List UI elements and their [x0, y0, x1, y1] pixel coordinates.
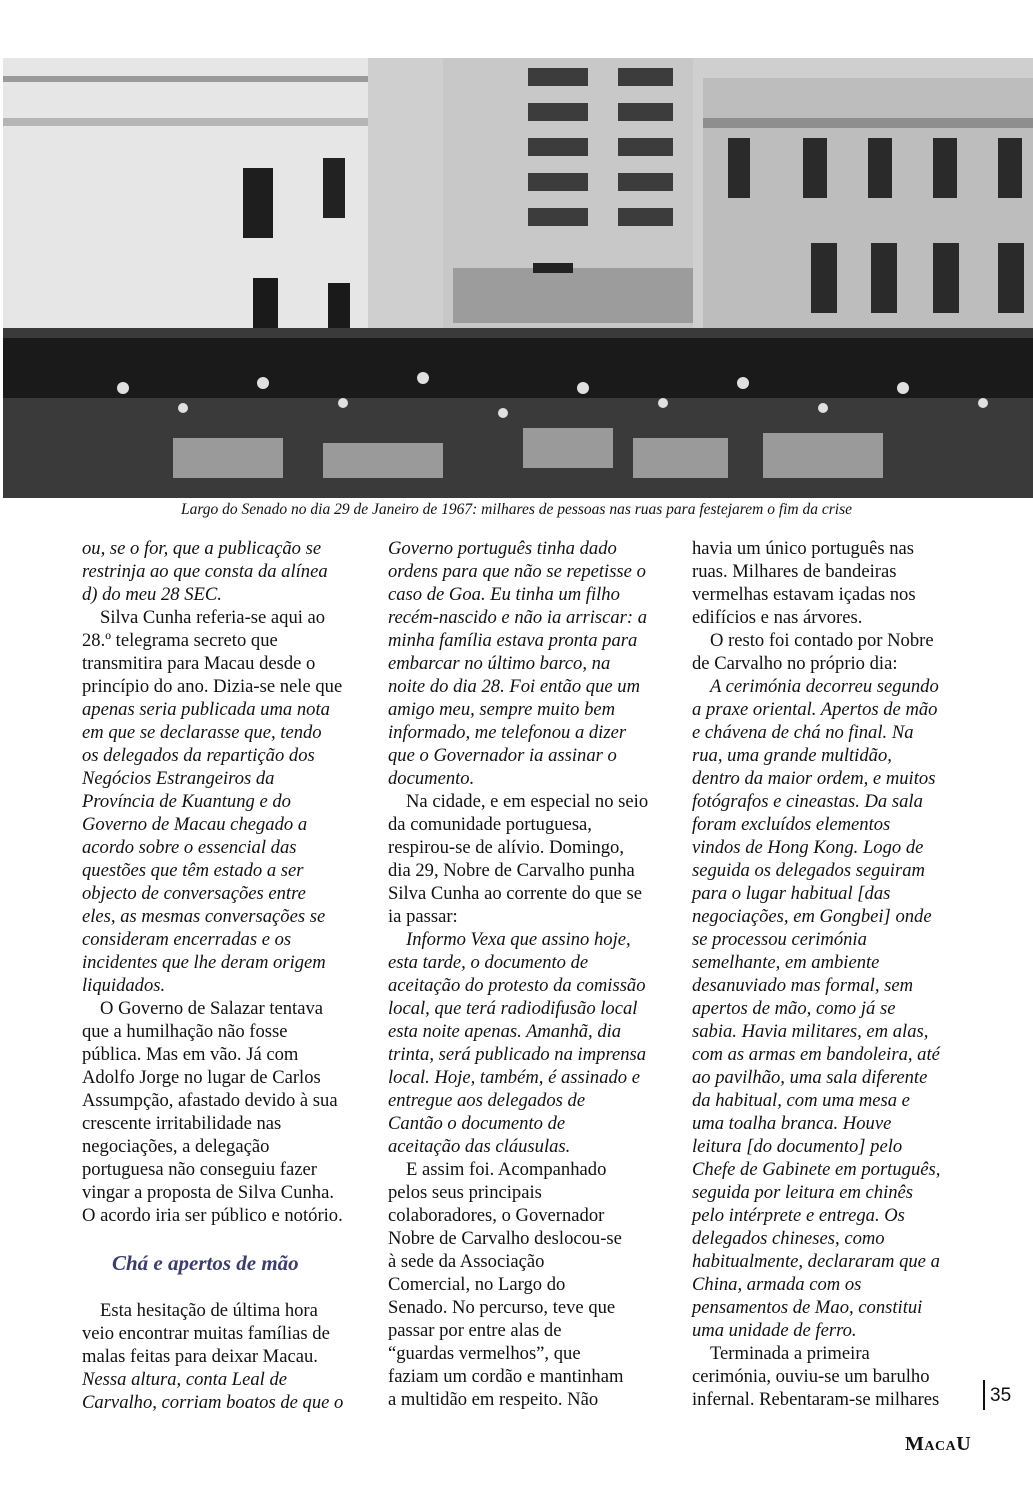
text-line: d) do meu 28 SEC. [82, 584, 222, 605]
text-line: Província de Kuantung e do [82, 791, 291, 812]
text-line: Comercial, no Largo do [388, 1274, 566, 1295]
text-line: Senado. No percurso, teve que [388, 1297, 616, 1318]
text-line: para o lugar habitual [das [692, 883, 891, 904]
text-line: aceitação das cláusulas. [388, 1136, 571, 1157]
text-line: passar por entre alas de [388, 1320, 562, 1341]
text-line: Adolfo Jorge no lugar de Carlos [82, 1067, 321, 1088]
page-number-rule [983, 1380, 985, 1410]
text-line: havia um único português nas [692, 538, 915, 559]
text-line: à sede da Associação [388, 1251, 545, 1272]
text-line: que a humilhação não fosse [82, 1021, 288, 1042]
text-line: Governo português tinha dado [388, 538, 617, 559]
text-line: infernal. Rebentaram-se milhares [692, 1389, 940, 1410]
text-line: pública. Mas em vão. Já com [82, 1044, 299, 1065]
text-line: de Carvalho no próprio dia: [692, 653, 898, 674]
text-line: rua, uma grande multidão, [692, 745, 892, 766]
text-line: informado, me telefonou a dizer [388, 722, 627, 743]
text-line: Negócios Estrangeiros da [82, 768, 275, 789]
text-line: acordo sobre o essencial das [82, 837, 297, 858]
text-line: E assim foi. Acompanhado [406, 1159, 607, 1180]
text-line: em que se declarasse que, tendo [82, 722, 322, 743]
text-line: que o Governador ia assinar o [388, 745, 617, 766]
text-line: Na cidade, e em especial no seio [406, 791, 649, 812]
text-line: Cantão o documento de [388, 1113, 566, 1134]
magazine-logo: MacaU [905, 1433, 972, 1455]
text-line: pelo intérprete e entrega. Os [692, 1205, 905, 1226]
text-line: malas feitas para deixar Macau. [82, 1346, 318, 1367]
text-line: 28.º telegrama secreto que [82, 630, 278, 651]
text-line: fotógrafos e cineastas. Da sala [692, 791, 923, 812]
text-line: objecto de conversações entre [82, 883, 306, 904]
text-line: Informo Vexa que assino hoje, [406, 929, 631, 950]
text-line: a multidão em respeito. Não [388, 1389, 599, 1410]
text-line: Chefe de Gabinete em português, [692, 1159, 941, 1180]
text-line: ao pavilhão, uma sala diferente [692, 1067, 928, 1088]
section-heading: Chá e apertos de mão [112, 1251, 299, 1275]
text-column-2 [388, 537, 674, 1411]
text-line: veio encontrar muitas famílias de [82, 1323, 330, 1344]
text-line: ia passar: [388, 906, 458, 927]
street-crowd-photo [3, 58, 1033, 498]
text-line: eles, as mesmas conversações se [82, 906, 326, 927]
text-line: documento. [388, 768, 475, 789]
text-line: os delegados da repartição dos [82, 745, 315, 766]
text-line: respirou-se de alívio. Domingo, [388, 837, 624, 858]
text-line: recém-nascido e não ia arriscar: a [388, 607, 648, 628]
text-line: minha família estava pronta para [388, 630, 638, 651]
text-line: pensamentos de Mao, constitui [692, 1297, 923, 1318]
text-line: semelhante, em ambiente [692, 952, 880, 973]
text-line: Silva Cunha ao corrente do que se [388, 883, 643, 904]
text-line: uma toalha branca. Houve [692, 1113, 892, 1134]
text-line: vindos de Hong Kong. Logo de [692, 837, 924, 858]
text-line: apertos de mão, como já se [692, 998, 896, 1019]
text-column-1 [82, 537, 368, 1414]
text-line: Governo de Macau chegado a [82, 814, 308, 835]
text-line: crescente irritabilidade nas [82, 1113, 282, 1134]
text-line: negociações, em Gongbei] onde [692, 906, 932, 927]
text-line: vingar a proposta de Silva Cunha. [82, 1182, 334, 1203]
text-line: seguida os delegados seguiram [692, 860, 925, 881]
text-line: dia 29, Nobre de Carvalho punha [388, 860, 635, 881]
text-line: O resto foi contado por Nobre [710, 630, 934, 651]
text-line: embarcar no último barco, na [388, 653, 611, 674]
text-line: ruas. Milhares de bandeiras [692, 561, 897, 582]
text-line: apenas seria publicada uma nota [82, 699, 330, 720]
text-line: entregue aos delegados de [388, 1090, 586, 1111]
text-line: Nessa altura, conta Leal de [82, 1369, 288, 1390]
text-line: A cerimónia decorreu segundo [710, 676, 939, 697]
text-line: e chávena de chá no final. Na [692, 722, 914, 743]
text-line: O Governo de Salazar tentava [100, 998, 324, 1019]
text-line: desanuviado mas formal, sem [692, 975, 914, 996]
text-line: colaboradores, o Governador [388, 1205, 605, 1226]
text-line: incidentes que lhe deram origem [82, 952, 326, 973]
text-line: liquidados. [82, 975, 166, 996]
text-line: dentro da maior ordem, e muitos [692, 768, 936, 789]
text-line: uma unidade de ferro. [692, 1320, 857, 1341]
text-line: leitura [do documento] pelo [692, 1136, 903, 1157]
text-line: esta tarde, o documento de [388, 952, 589, 973]
text-line: restrinja ao que consta da alínea [82, 561, 328, 582]
text-line: ou, se o for, que a publicação se [82, 538, 322, 559]
text-line: local. Hoje, também, é assinado e [388, 1067, 641, 1088]
text-line: questões que têm estado a ser [82, 860, 304, 881]
text-line: portuguesa não conseguiu fazer [82, 1159, 317, 1180]
photo-caption: Largo do Senado no dia 29 de Janeiro de 1967: milhares de pessoas nas ruas para festejarem o fim da crise [180, 501, 853, 518]
text-line: habitualmente, declararam que a [692, 1251, 940, 1272]
text-line: se processou cerimónia [692, 929, 867, 950]
text-line: Carvalho, corriam boatos de que o [82, 1392, 344, 1413]
text-line: seguida por leitura em chinês [692, 1182, 914, 1203]
text-line: esta noite apenas. Amanhã, dia [388, 1021, 622, 1042]
text-line: da habitual, com uma mesa e [692, 1090, 910, 1111]
text-line: Assumpção, afastado devido à sua [82, 1090, 338, 1111]
text-line: foram excluídos elementos [692, 814, 891, 835]
text-line: Esta hesitação de última hora [100, 1300, 318, 1321]
text-column-3 [692, 537, 978, 1411]
text-line: “guardas vermelhos”, que [388, 1343, 581, 1364]
text-line: sabia. Havia militares, em alas, [692, 1021, 929, 1042]
text-line: princípio do ano. Dizia-se nele que [82, 676, 343, 697]
text-line: vermelhas estavam içadas nos [692, 584, 916, 605]
text-line: delegados chineses, como [692, 1228, 885, 1249]
text-line: amigo meu, sempre muito bem [388, 699, 616, 720]
text-line: trinta, será publicado na imprensa [388, 1044, 647, 1065]
text-line: Nobre de Carvalho deslocou-se [388, 1228, 622, 1249]
text-line: cerimónia, ouviu-se um barulho [692, 1366, 930, 1387]
text-line: local, que terá radiodifusão local [388, 998, 638, 1019]
text-line: negociações, a delegação [82, 1136, 270, 1157]
page-number: 35 [990, 1385, 1012, 1406]
text-line: Silva Cunha referia-se aqui ao [100, 607, 326, 628]
text-line: transmitira para Macau desde o [82, 653, 316, 674]
text-line: caso de Goa. Eu tinha um filho [388, 584, 620, 605]
text-line: com as armas em bandoleira, até [692, 1044, 940, 1065]
text-line: pelos seus principais [388, 1182, 542, 1203]
text-line: noite do dia 28. Foi então que um [388, 676, 641, 697]
text-line: China, armada com os [692, 1274, 862, 1295]
text-line: a praxe oriental. Apertos de mão [692, 699, 938, 720]
text-line: edifícios e nas árvores. [692, 607, 863, 628]
text-line: consideram encerradas e os [82, 929, 292, 950]
text-line: da comunidade portuguesa, [388, 814, 592, 835]
text-line: aceitação do protesto da comissão [388, 975, 646, 996]
text-line: Terminada a primeira [710, 1343, 870, 1364]
text-line: O acordo iria ser público e notório. [82, 1205, 343, 1226]
photo-illustration [3, 58, 1033, 498]
text-line: faziam um cordão e mantinham [388, 1366, 624, 1387]
text-line: ordens para que não se repetisse o [388, 561, 646, 582]
